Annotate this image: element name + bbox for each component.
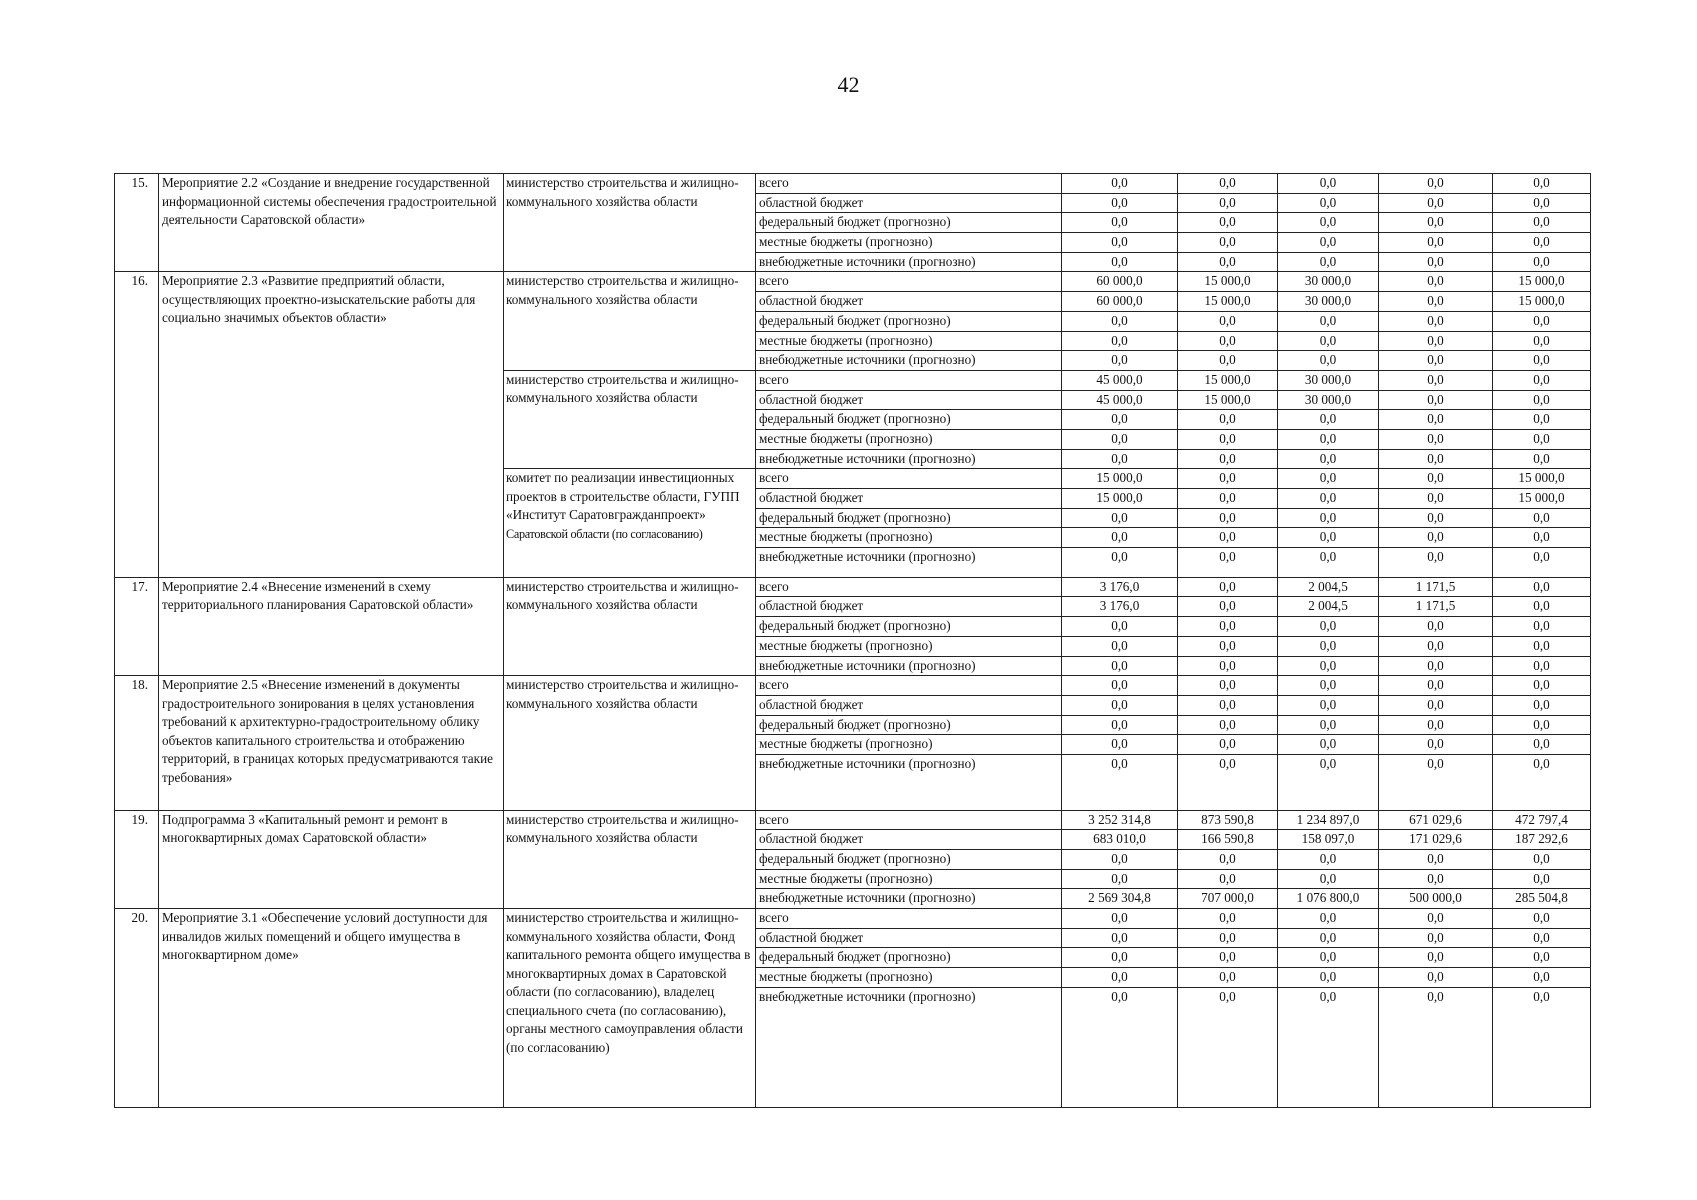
amount-cell: 0,0 — [1379, 272, 1493, 292]
executor-name: комитет по реализации инвестиционных проектов в строительстве области, ГУПП «Институт Саратовгражданпроект» — [506, 470, 740, 523]
funding-source: всего — [756, 577, 1062, 597]
amount-cell: 0,0 — [1178, 636, 1278, 656]
amount-cell: 0,0 — [1278, 233, 1379, 253]
amount-cell: 0,0 — [1178, 968, 1278, 988]
row-number: 17. — [115, 577, 159, 675]
amount-cell: 15 000,0 — [1062, 469, 1178, 489]
amount-cell: 0,0 — [1493, 617, 1591, 637]
amount-cell: 0,0 — [1062, 754, 1178, 810]
funding-source: областной бюджет — [756, 193, 1062, 213]
amount-cell: 472 797,4 — [1493, 810, 1591, 830]
amount-cell: 0,0 — [1062, 311, 1178, 331]
amount-cell: 0,0 — [1278, 909, 1379, 929]
amount-cell: 0,0 — [1493, 597, 1591, 617]
amount-cell: 0,0 — [1493, 370, 1591, 390]
amount-cell: 0,0 — [1178, 233, 1278, 253]
amount-cell: 0,0 — [1178, 695, 1278, 715]
amount-cell: 0,0 — [1379, 508, 1493, 528]
amount-cell: 0,0 — [1379, 233, 1493, 253]
amount-cell: 0,0 — [1379, 695, 1493, 715]
funding-source: всего — [756, 469, 1062, 489]
funding-source: федеральный бюджет (прогнозно) — [756, 850, 1062, 870]
amount-cell: 0,0 — [1278, 548, 1379, 578]
amount-cell: 187 292,6 — [1493, 830, 1591, 850]
amount-cell: 0,0 — [1062, 869, 1178, 889]
amount-cell: 0,0 — [1278, 351, 1379, 371]
funding-source: областной бюджет — [756, 390, 1062, 410]
funding-source: областной бюджет — [756, 489, 1062, 509]
amount-cell: 0,0 — [1493, 508, 1591, 528]
amount-cell: 0,0 — [1178, 869, 1278, 889]
funding-source: всего — [756, 909, 1062, 929]
amount-cell: 0,0 — [1379, 410, 1493, 430]
amount-cell: 0,0 — [1379, 528, 1493, 548]
amount-cell: 0,0 — [1493, 656, 1591, 676]
amount-cell: 0,0 — [1062, 213, 1178, 233]
amount-cell: 3 176,0 — [1062, 577, 1178, 597]
amount-cell: 500 000,0 — [1379, 889, 1493, 909]
row-number: 20. — [115, 909, 159, 1107]
amount-cell: 0,0 — [1379, 968, 1493, 988]
amount-cell: 0,0 — [1062, 850, 1178, 870]
amount-cell: 30 000,0 — [1278, 390, 1379, 410]
amount-cell: 683 010,0 — [1062, 830, 1178, 850]
amount-cell: 0,0 — [1178, 193, 1278, 213]
amount-cell: 0,0 — [1178, 735, 1278, 755]
executor-cell — [504, 370, 756, 468]
amount-cell: 0,0 — [1493, 528, 1591, 548]
table-row — [115, 676, 1591, 696]
amount-cell: 15 000,0 — [1493, 469, 1591, 489]
funding-source: областной бюджет — [756, 292, 1062, 312]
amount-cell: 0,0 — [1178, 351, 1278, 371]
page-number: 42 — [837, 72, 860, 97]
amount-cell: 0,0 — [1062, 715, 1178, 735]
amount-cell: 873 590,8 — [1178, 810, 1278, 830]
amount-cell: 0,0 — [1062, 174, 1178, 194]
amount-cell: 0,0 — [1178, 548, 1278, 578]
funding-source: внебюджетные источники (прогнозно) — [756, 449, 1062, 469]
amount-cell: 0,0 — [1493, 577, 1591, 597]
amount-cell: 0,0 — [1178, 449, 1278, 469]
amount-cell: 0,0 — [1379, 987, 1493, 1107]
measure-name: Мероприятие 2.5 «Внесение изменений в документы градостроительного зонирования в целях установления требований к архитектурно-градостроительному облику объектов капитального строительства и отображению территорий, в границах которых предусматриваются такие требования» — [159, 676, 504, 810]
amount-cell: 0,0 — [1493, 754, 1591, 810]
amount-cell: 0,0 — [1178, 987, 1278, 1107]
amount-cell: 0,0 — [1178, 850, 1278, 870]
amount-cell: 45 000,0 — [1062, 370, 1178, 390]
amount-cell: 0,0 — [1178, 656, 1278, 676]
amount-cell: 0,0 — [1178, 469, 1278, 489]
amount-cell: 0,0 — [1493, 174, 1591, 194]
executor-name: министерство строительства и жилищно-коммунального хозяйства области — [506, 273, 739, 307]
funding-table — [114, 173, 1591, 1108]
amount-cell: 0,0 — [1178, 715, 1278, 735]
amount-cell: 1 171,5 — [1379, 597, 1493, 617]
amount-cell: 0,0 — [1493, 715, 1591, 735]
amount-cell: 166 590,8 — [1178, 830, 1278, 850]
executor-cell — [504, 272, 756, 370]
amount-cell: 0,0 — [1178, 928, 1278, 948]
amount-cell: 0,0 — [1493, 213, 1591, 233]
amount-cell: 0,0 — [1379, 656, 1493, 676]
amount-cell: 0,0 — [1062, 351, 1178, 371]
amount-cell: 0,0 — [1178, 577, 1278, 597]
executor-cell — [504, 469, 756, 577]
amount-cell: 0,0 — [1062, 429, 1178, 449]
amount-cell: 0,0 — [1278, 213, 1379, 233]
amount-cell: 0,0 — [1178, 617, 1278, 637]
amount-cell: 0,0 — [1493, 869, 1591, 889]
table-row — [115, 577, 1591, 597]
amount-cell: 0,0 — [1379, 370, 1493, 390]
funding-source: федеральный бюджет (прогнозно) — [756, 213, 1062, 233]
funding-source: всего — [756, 272, 1062, 292]
amount-cell: 0,0 — [1062, 233, 1178, 253]
row-number: 16. — [115, 272, 159, 577]
funding-source: федеральный бюджет (прогнозно) — [756, 311, 1062, 331]
amount-cell: 0,0 — [1062, 548, 1178, 578]
amount-cell: 2 004,5 — [1278, 597, 1379, 617]
amount-cell: 0,0 — [1278, 410, 1379, 430]
amount-cell: 45 000,0 — [1062, 390, 1178, 410]
amount-cell: 0,0 — [1493, 311, 1591, 331]
amount-cell: 0,0 — [1379, 869, 1493, 889]
amount-cell: 0,0 — [1493, 695, 1591, 715]
amount-cell: 0,0 — [1278, 636, 1379, 656]
funding-source: внебюджетные источники (прогнозно) — [756, 754, 1062, 810]
funding-source: внебюджетные источники (прогнозно) — [756, 889, 1062, 909]
amount-cell: 0,0 — [1062, 252, 1178, 272]
amount-cell: 0,0 — [1062, 656, 1178, 676]
funding-source: местные бюджеты (прогнозно) — [756, 636, 1062, 656]
amount-cell: 0,0 — [1278, 928, 1379, 948]
amount-cell: 15 000,0 — [1493, 272, 1591, 292]
amount-cell: 0,0 — [1278, 489, 1379, 509]
funding-source: областной бюджет — [756, 928, 1062, 948]
amount-cell: 0,0 — [1062, 948, 1178, 968]
amount-cell: 0,0 — [1062, 928, 1178, 948]
amount-cell: 0,0 — [1278, 656, 1379, 676]
amount-cell: 0,0 — [1062, 735, 1178, 755]
amount-cell: 707 000,0 — [1178, 889, 1278, 909]
amount-cell: 0,0 — [1278, 850, 1379, 870]
funding-source: всего — [756, 174, 1062, 194]
amount-cell: 30 000,0 — [1278, 292, 1379, 312]
amount-cell: 0,0 — [1178, 754, 1278, 810]
amount-cell: 0,0 — [1493, 193, 1591, 213]
amount-cell: 15 000,0 — [1178, 390, 1278, 410]
funding-source: всего — [756, 370, 1062, 390]
measure-name: Подпрограмма 3 «Капитальный ремонт и ремонт в многоквартирных домах Саратовской области» — [159, 810, 504, 908]
amount-cell: 60 000,0 — [1062, 272, 1178, 292]
amount-cell: 0,0 — [1178, 508, 1278, 528]
amount-cell: 0,0 — [1379, 617, 1493, 637]
amount-cell: 60 000,0 — [1062, 292, 1178, 312]
executor-cell — [504, 676, 756, 810]
amount-cell: 0,0 — [1178, 429, 1278, 449]
amount-cell: 15 000,0 — [1178, 292, 1278, 312]
amount-cell: 1 171,5 — [1379, 577, 1493, 597]
amount-cell: 0,0 — [1178, 213, 1278, 233]
amount-cell: 0,0 — [1379, 948, 1493, 968]
funding-source: местные бюджеты (прогнозно) — [756, 869, 1062, 889]
executor-name: министерство строительства и жилищно-коммунального хозяйства области, Фонд капитального ремонта общего имущества в многоквартирных домах в Саратовской области (по согласованию), владелец специального счета (по согласованию), органы местного самоуправления области (по согласованию) — [506, 910, 751, 1055]
amount-cell: 0,0 — [1379, 928, 1493, 948]
amount-cell: 0,0 — [1379, 850, 1493, 870]
table-row — [115, 272, 1591, 292]
amount-cell: 30 000,0 — [1278, 370, 1379, 390]
amount-cell: 0,0 — [1493, 850, 1591, 870]
amount-cell: 0,0 — [1278, 508, 1379, 528]
measure-name: Мероприятие 2.4 «Внесение изменений в схему территориального планирования Саратовской области» — [159, 577, 504, 675]
amount-cell: 0,0 — [1493, 636, 1591, 656]
amount-cell: 0,0 — [1278, 528, 1379, 548]
amount-cell: 0,0 — [1493, 410, 1591, 430]
amount-cell: 0,0 — [1278, 754, 1379, 810]
funding-source: местные бюджеты (прогнозно) — [756, 528, 1062, 548]
amount-cell: 0,0 — [1062, 449, 1178, 469]
funding-source: внебюджетные источники (прогнозно) — [756, 656, 1062, 676]
amount-cell: 0,0 — [1379, 174, 1493, 194]
executor-cell — [504, 174, 756, 272]
amount-cell: 0,0 — [1178, 948, 1278, 968]
amount-cell: 0,0 — [1062, 987, 1178, 1107]
funding-source: внебюджетные источники (прогнозно) — [756, 548, 1062, 578]
funding-source: местные бюджеты (прогнозно) — [756, 735, 1062, 755]
amount-cell: 0,0 — [1278, 449, 1379, 469]
amount-cell: 0,0 — [1379, 469, 1493, 489]
funding-source: всего — [756, 810, 1062, 830]
amount-cell: 0,0 — [1278, 735, 1379, 755]
amount-cell: 0,0 — [1278, 676, 1379, 696]
amount-cell: 0,0 — [1278, 331, 1379, 351]
amount-cell: 0,0 — [1062, 676, 1178, 696]
amount-cell: 0,0 — [1493, 968, 1591, 988]
amount-cell: 0,0 — [1178, 909, 1278, 929]
amount-cell: 0,0 — [1493, 331, 1591, 351]
executor-name-tail: Саратовской области (по согласованию) — [506, 526, 703, 541]
amount-cell: 0,0 — [1062, 695, 1178, 715]
funding-source: местные бюджеты (прогнозно) — [756, 429, 1062, 449]
amount-cell: 671 029,6 — [1379, 810, 1493, 830]
amount-cell: 0,0 — [1062, 617, 1178, 637]
executor-name: министерство строительства и жилищно-коммунального хозяйства области — [506, 371, 739, 406]
funding-source: федеральный бюджет (прогнозно) — [756, 948, 1062, 968]
amount-cell: 0,0 — [1379, 331, 1493, 351]
funding-source: всего — [756, 676, 1062, 696]
amount-cell: 0,0 — [1493, 548, 1591, 578]
amount-cell: 0,0 — [1278, 987, 1379, 1107]
amount-cell: 15 000,0 — [1178, 370, 1278, 390]
amount-cell: 0,0 — [1278, 617, 1379, 637]
funding-source: федеральный бюджет (прогнозно) — [756, 617, 1062, 637]
amount-cell: 0,0 — [1178, 174, 1278, 194]
amount-cell: 0,0 — [1379, 676, 1493, 696]
table-row — [115, 909, 1591, 929]
amount-cell: 1 076 800,0 — [1278, 889, 1379, 909]
amount-cell: 0,0 — [1278, 869, 1379, 889]
amount-cell: 2 569 304,8 — [1062, 889, 1178, 909]
amount-cell: 0,0 — [1493, 429, 1591, 449]
amount-cell: 0,0 — [1278, 948, 1379, 968]
funding-source: областной бюджет — [756, 597, 1062, 617]
row-number: 18. — [115, 676, 159, 810]
amount-cell: 0,0 — [1493, 449, 1591, 469]
measure-name: Мероприятие 2.3 «Развитие предприятий области, осуществляющих проектно-изыскательские работы для социально значимых объектов области» — [159, 272, 504, 577]
amount-cell: 0,0 — [1278, 968, 1379, 988]
funding-source: местные бюджеты (прогнозно) — [756, 331, 1062, 351]
amount-cell: 0,0 — [1062, 331, 1178, 351]
amount-cell: 0,0 — [1178, 252, 1278, 272]
amount-cell: 0,0 — [1379, 548, 1493, 578]
amount-cell: 0,0 — [1379, 735, 1493, 755]
measure-name: Мероприятие 2.2 «Создание и внедрение государственной информационной системы обеспечения градостроительной деятельности Саратовской области» — [159, 174, 504, 272]
amount-cell: 2 004,5 — [1278, 577, 1379, 597]
amount-cell: 0,0 — [1379, 636, 1493, 656]
amount-cell: 0,0 — [1379, 351, 1493, 371]
funding-source: федеральный бюджет (прогнозно) — [756, 508, 1062, 528]
amount-cell: 0,0 — [1178, 410, 1278, 430]
funding-source: федеральный бюджет (прогнозно) — [756, 410, 1062, 430]
executor-name: министерство строительства и жилищно-коммунального хозяйства области — [506, 578, 739, 613]
amount-cell: 3 252 314,8 — [1062, 810, 1178, 830]
amount-cell: 0,0 — [1493, 987, 1591, 1107]
amount-cell: 15 000,0 — [1493, 292, 1591, 312]
amount-cell: 0,0 — [1379, 311, 1493, 331]
amount-cell: 0,0 — [1178, 528, 1278, 548]
amount-cell: 0,0 — [1178, 311, 1278, 331]
amount-cell: 0,0 — [1493, 351, 1591, 371]
amount-cell: 0,0 — [1278, 193, 1379, 213]
amount-cell: 15 000,0 — [1178, 272, 1278, 292]
amount-cell: 0,0 — [1493, 735, 1591, 755]
amount-cell: 0,0 — [1278, 429, 1379, 449]
amount-cell: 0,0 — [1493, 252, 1591, 272]
amount-cell: 0,0 — [1493, 233, 1591, 253]
table-body — [115, 174, 1591, 1108]
funding-source: областной бюджет — [756, 695, 1062, 715]
amount-cell: 15 000,0 — [1493, 489, 1591, 509]
executor-name: министерство строительства и жилищно-коммунального хозяйства области — [506, 811, 739, 846]
funding-source: областной бюджет — [756, 830, 1062, 850]
amount-cell: 0,0 — [1178, 597, 1278, 617]
amount-cell: 3 176,0 — [1062, 597, 1178, 617]
executor-cell — [504, 577, 756, 675]
amount-cell: 0,0 — [1062, 193, 1178, 213]
amount-cell: 0,0 — [1278, 252, 1379, 272]
amount-cell: 0,0 — [1062, 909, 1178, 929]
measure-name: Мероприятие 3.1 «Обеспечение условий доступности для инвалидов жилых помещений и общего имущества в многоквартирном доме» — [159, 909, 504, 1107]
amount-cell: 0,0 — [1379, 715, 1493, 735]
executor-name: министерство строительства и жилищно-коммунального хозяйства области — [506, 677, 739, 711]
funding-source: внебюджетные источники (прогнозно) — [756, 351, 1062, 371]
amount-cell: 0,0 — [1493, 928, 1591, 948]
amount-cell: 0,0 — [1278, 311, 1379, 331]
amount-cell: 0,0 — [1379, 449, 1493, 469]
amount-cell: 0,0 — [1178, 676, 1278, 696]
amount-cell: 0,0 — [1062, 528, 1178, 548]
funding-source: местные бюджеты (прогнозно) — [756, 968, 1062, 988]
amount-cell: 0,0 — [1062, 508, 1178, 528]
amount-cell: 30 000,0 — [1278, 272, 1379, 292]
row-number: 19. — [115, 810, 159, 908]
amount-cell: 0,0 — [1062, 636, 1178, 656]
amount-cell: 0,0 — [1379, 909, 1493, 929]
amount-cell: 1 234 897,0 — [1278, 810, 1379, 830]
amount-cell: 0,0 — [1493, 390, 1591, 410]
amount-cell: 0,0 — [1278, 715, 1379, 735]
executor-cell — [504, 810, 756, 908]
funding-source: внебюджетные источники (прогнозно) — [756, 252, 1062, 272]
table-row — [115, 810, 1591, 830]
amount-cell: 0,0 — [1379, 489, 1493, 509]
amount-cell: 0,0 — [1379, 252, 1493, 272]
amount-cell: 0,0 — [1379, 213, 1493, 233]
amount-cell: 0,0 — [1379, 193, 1493, 213]
amount-cell: 0,0 — [1278, 695, 1379, 715]
amount-cell: 0,0 — [1379, 429, 1493, 449]
amount-cell: 0,0 — [1493, 909, 1591, 929]
amount-cell: 0,0 — [1379, 390, 1493, 410]
amount-cell: 0,0 — [1493, 676, 1591, 696]
funding-source: внебюджетные источники (прогнозно) — [756, 987, 1062, 1107]
amount-cell: 285 504,8 — [1493, 889, 1591, 909]
amount-cell: 0,0 — [1379, 754, 1493, 810]
executor-name: министерство строительства и жилищно-коммунального хозяйства области — [506, 175, 739, 209]
amount-cell: 158 097,0 — [1278, 830, 1379, 850]
amount-cell: 0,0 — [1493, 948, 1591, 968]
amount-cell: 0,0 — [1062, 410, 1178, 430]
executor-cell — [504, 909, 756, 1107]
table-row — [115, 174, 1591, 194]
amount-cell: 0,0 — [1178, 331, 1278, 351]
amount-cell: 0,0 — [1379, 292, 1493, 312]
amount-cell: 0,0 — [1278, 469, 1379, 489]
amount-cell: 15 000,0 — [1062, 489, 1178, 509]
funding-source: местные бюджеты (прогнозно) — [756, 233, 1062, 253]
amount-cell: 0,0 — [1062, 968, 1178, 988]
amount-cell: 171 029,6 — [1379, 830, 1493, 850]
funding-source: федеральный бюджет (прогнозно) — [756, 715, 1062, 735]
amount-cell: 0,0 — [1278, 174, 1379, 194]
amount-cell: 0,0 — [1178, 489, 1278, 509]
row-number: 15. — [115, 174, 159, 272]
